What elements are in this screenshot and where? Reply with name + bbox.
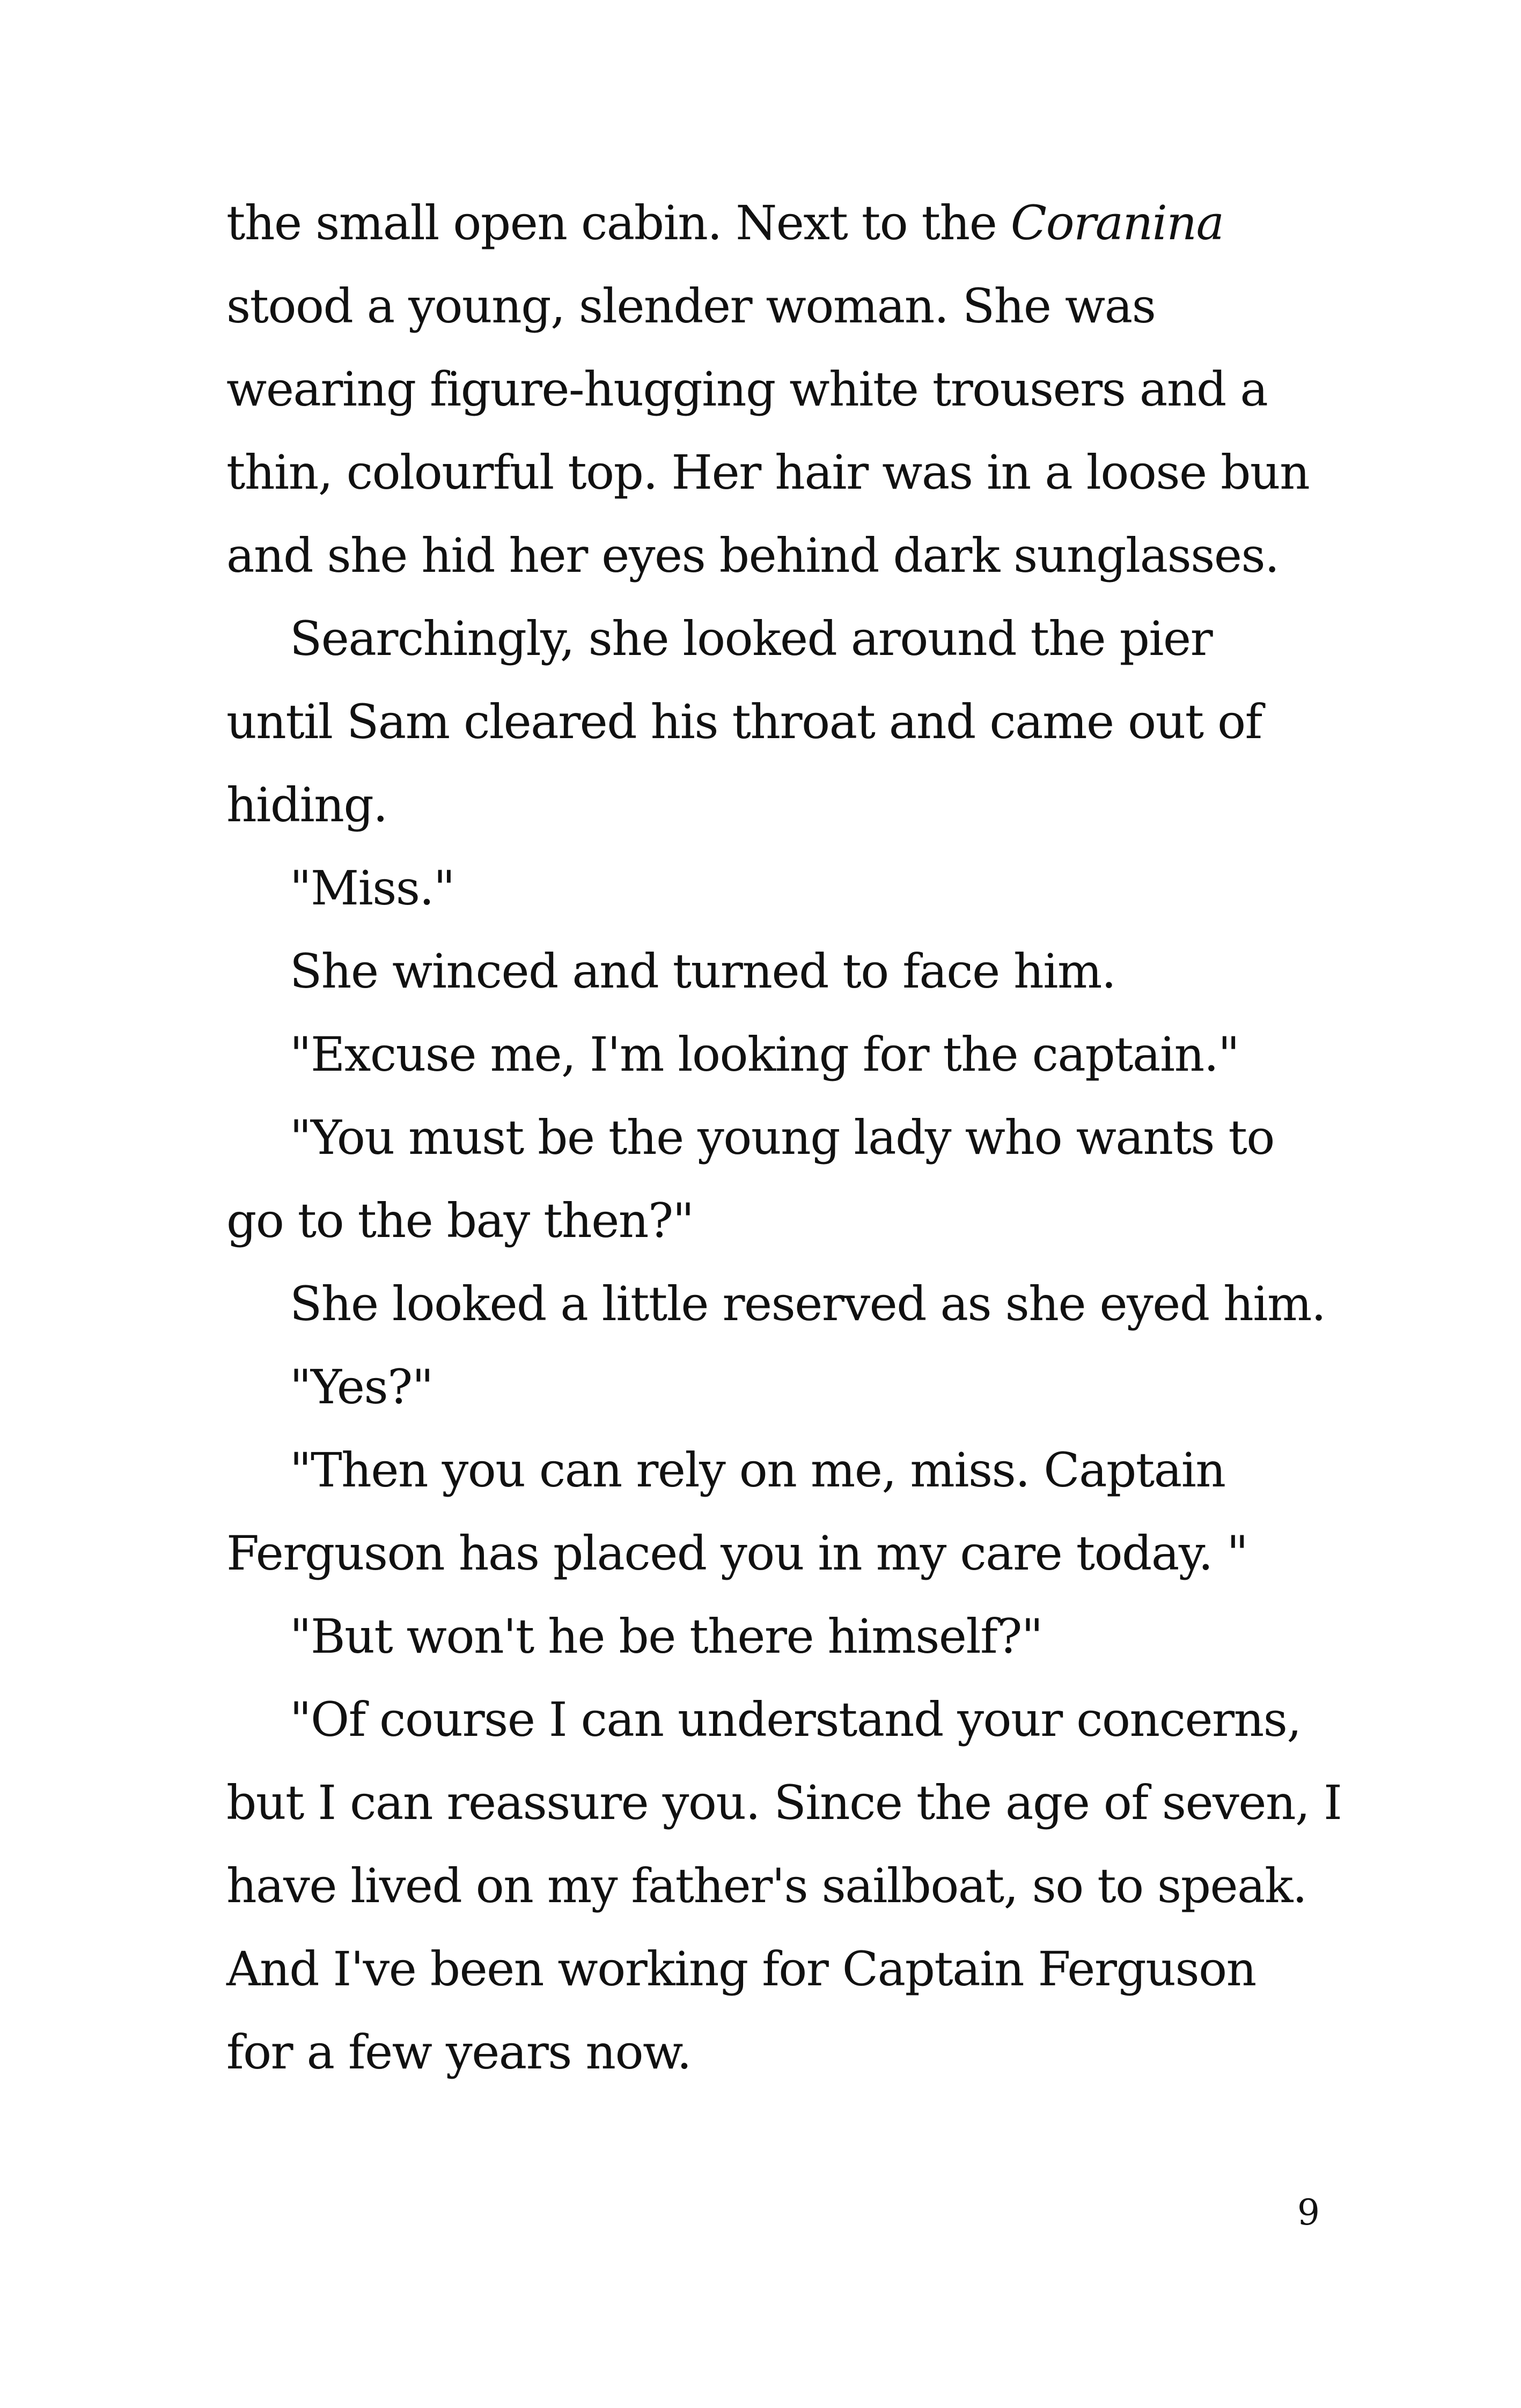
text-line: wearing figure-hugging white trousers and a bbox=[226, 362, 1268, 417]
text-line: but I can reassure you. Since the age of seven, I bbox=[226, 1775, 1342, 1830]
text-line: and she hid her eyes behind dark sunglasses. bbox=[226, 528, 1279, 583]
text-line: for a few years now. bbox=[226, 2024, 691, 2080]
paragraph-first-line: She winced and turned to face him. bbox=[290, 944, 1116, 999]
paragraph-first-line: "Yes?" bbox=[290, 1359, 433, 1415]
text-line: Ferguson has placed you in my care today. " bbox=[226, 1526, 1248, 1581]
paragraph-first-line: "Miss." bbox=[290, 860, 454, 916]
paragraph-first-line: She looked a little reserved as she eyed him. bbox=[290, 1276, 1326, 1331]
text-line: stood a young, slender woman. She was bbox=[226, 278, 1156, 334]
paragraph-first-line: Searchingly, she looked around the pier bbox=[290, 611, 1213, 666]
text-line bbox=[226, 181, 1310, 264]
body-text bbox=[226, 181, 1342, 2094]
page-number: 9 bbox=[1297, 2192, 1320, 2233]
text-line-segment: the small open cabin. Next to the bbox=[226, 195, 1011, 251]
text-line: And I've been working for Captain Ferguson bbox=[226, 1941, 1256, 1997]
text-line: have lived on my father's sailboat, so to speak. bbox=[226, 1858, 1307, 1913]
text-line: go to the bay then?" bbox=[226, 1193, 694, 1248]
boat-name-italic: Coranina bbox=[1010, 195, 1224, 251]
text-line: hiding. bbox=[226, 777, 387, 833]
paragraph-first-line: "Of course I can understand your concerns, bbox=[290, 1692, 1301, 1747]
paragraph-first-line: "Then you can rely on me, miss. Captain bbox=[290, 1442, 1225, 1498]
text-line: until Sam cleared his throat and came out of bbox=[226, 694, 1262, 749]
paragraph-first-line: "Excuse me, I'm looking for the captain." bbox=[290, 1027, 1239, 1082]
paragraph-first-line: "But won't he be there himself?" bbox=[290, 1609, 1042, 1664]
paragraph-first-line: "You must be the young lady who wants to bbox=[290, 1110, 1274, 1165]
text-line: thin, colourful top. Her hair was in a loose bun bbox=[226, 445, 1310, 500]
